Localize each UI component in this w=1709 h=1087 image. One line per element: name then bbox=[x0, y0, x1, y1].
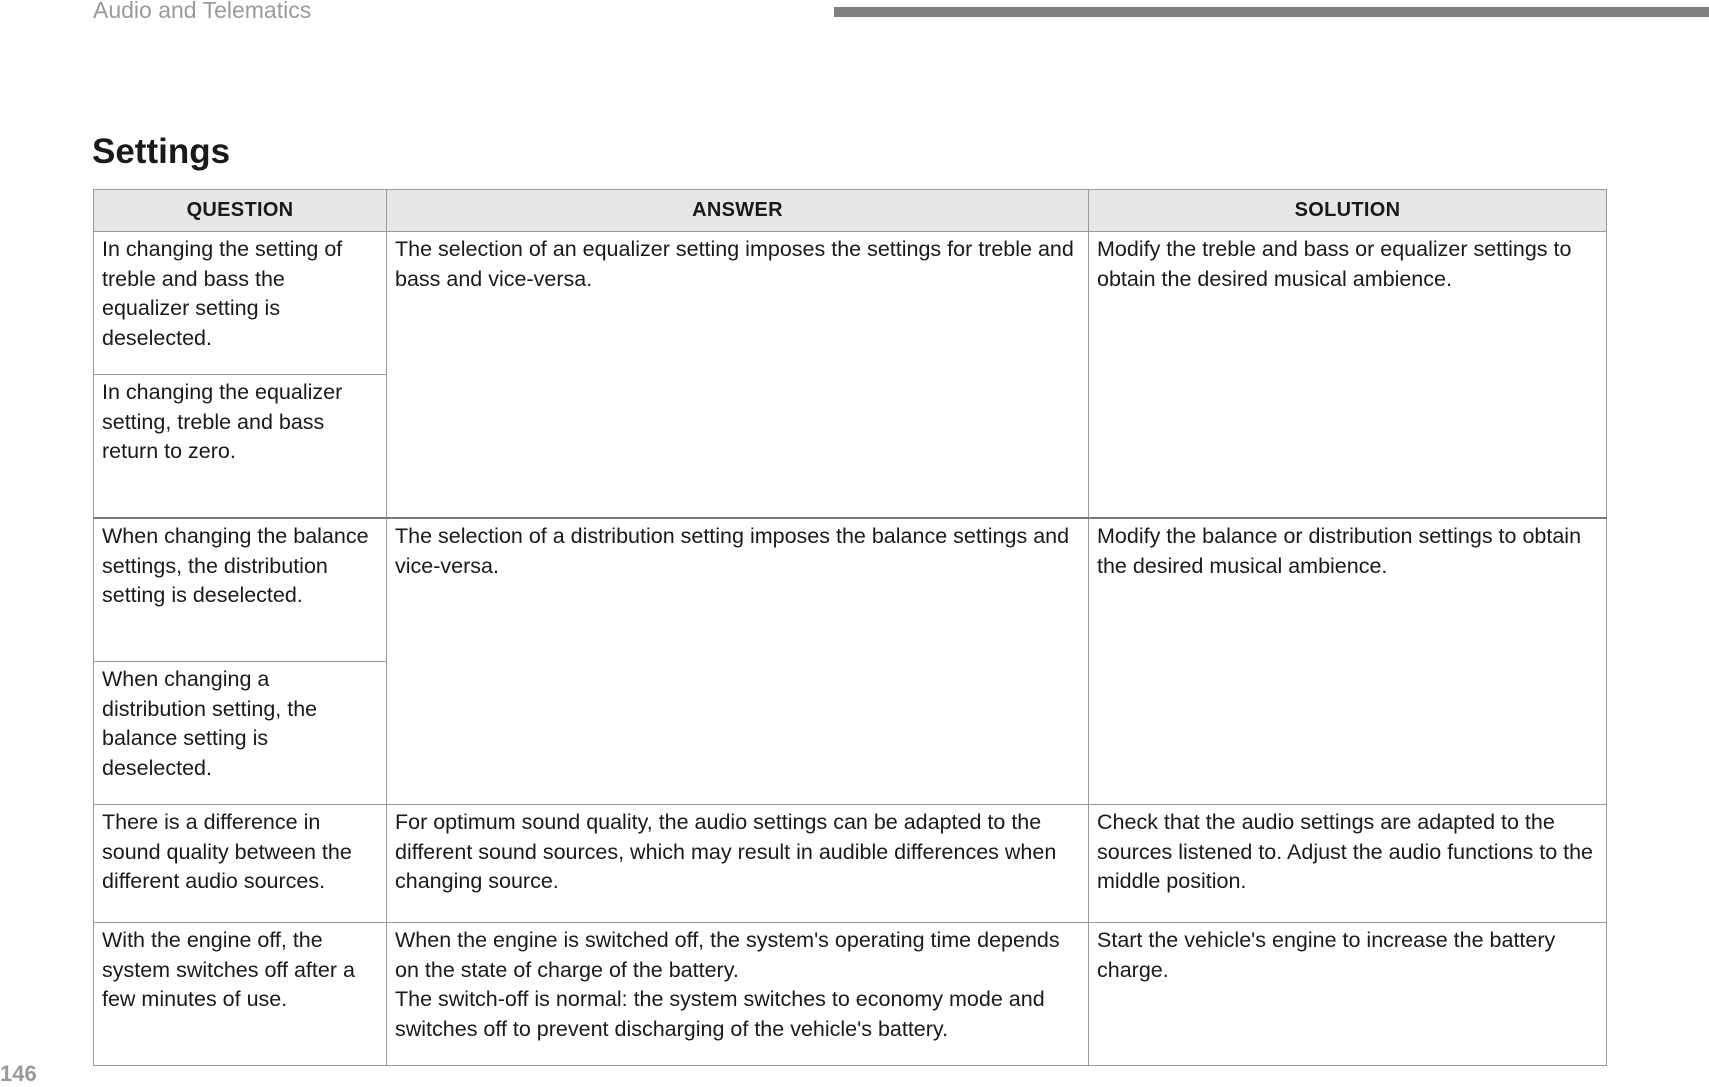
answer-cell bbox=[387, 923, 1089, 1066]
page-number: 146 bbox=[0, 1061, 37, 1086]
solution-cell: Modify the treble and bass or equalizer settings to obtain the desired musical ambience. bbox=[1089, 232, 1607, 519]
column-header-answer: ANSWER bbox=[387, 190, 1089, 232]
column-header-question: QUESTION bbox=[94, 190, 387, 232]
answer-line: When the engine is switched off, the system's operating time depends on the state of charge of the battery. bbox=[395, 928, 1060, 982]
answer-cell: The selection of a distribution setting imposes the balance settings and vice-versa. bbox=[387, 518, 1089, 805]
section-title: Settings bbox=[92, 132, 231, 171]
table-row bbox=[94, 923, 1607, 1066]
solution-cell: Modify the balance or distribution settings to obtain the desired musical ambience. bbox=[1089, 518, 1607, 805]
question-cell: In changing the equalizer setting, treble and bass return to zero. bbox=[94, 375, 387, 519]
question-cell: In changing the setting of treble and bass the equalizer setting is deselected. bbox=[94, 232, 387, 375]
answer-line: The switch-off is normal: the system switches to economy mode and switches off to prevent discharging of the vehicle's battery. bbox=[395, 987, 1045, 1041]
table-row bbox=[94, 805, 1607, 923]
header-rule bbox=[834, 7, 1709, 17]
question-cell: With the engine off, the system switches off after a few minutes of use. bbox=[94, 923, 387, 1066]
answer-cell: For optimum sound quality, the audio settings can be adapted to the different sound sources, which may result in audible differences when changing source. bbox=[387, 805, 1089, 923]
table-header-row bbox=[94, 190, 1607, 232]
table-row bbox=[94, 232, 1607, 375]
answer-cell: The selection of an equalizer setting imposes the settings for treble and bass and vice-versa. bbox=[387, 232, 1089, 519]
running-header: Audio and Telematics bbox=[93, 0, 312, 23]
question-cell: When changing a distribution setting, the balance setting is deselected. bbox=[94, 662, 387, 805]
column-header-solution: SOLUTION bbox=[1089, 190, 1607, 232]
solution-cell: Check that the audio settings are adapted to the sources listened to. Adjust the audio functions to the middle position. bbox=[1089, 805, 1607, 923]
table-row bbox=[94, 518, 1607, 662]
solution-cell: Start the vehicle's engine to increase the battery charge. bbox=[1089, 923, 1607, 1066]
question-cell: There is a difference in sound quality between the different audio sources. bbox=[94, 805, 387, 923]
settings-faq-table bbox=[93, 189, 1607, 1066]
question-cell: When changing the balance settings, the distribution setting is deselected. bbox=[94, 518, 387, 662]
